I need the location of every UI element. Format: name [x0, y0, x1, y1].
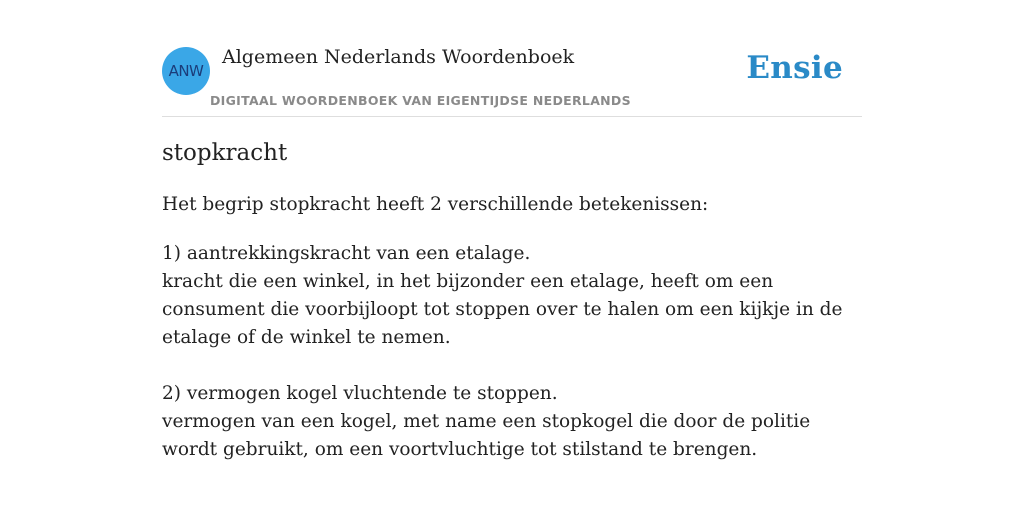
site-header — [162, 0, 862, 117]
logo-text: ANW — [168, 62, 204, 80]
sense-definition: vermogen van een kogel, met name een stopkogel die door de politie wordt gebruikt, om een voortvluchtige tot stilstand te brengen. — [162, 411, 811, 460]
page-content — [162, 0, 862, 460]
sense-heading: 2) vermogen kogel vluchtende te stoppen. — [162, 383, 558, 404]
page-title: stopkracht — [162, 140, 288, 166]
sense-definition: kracht die een winkel, in het bijzonder een etalage, heeft om een consument die voorbijloopt tot stoppen over te halen om een kijkje in de etalage of de winkel te nemen. — [162, 271, 843, 348]
site-subtitle: DIGITAAL WOORDENBOEK VAN EIGENTIJDSE NEDERLANDS — [210, 93, 631, 108]
sense-item — [162, 380, 864, 464]
senses-list — [162, 240, 864, 492]
anw-logo[interactable] — [162, 47, 210, 95]
intro-text: Het begrip stopkracht heeft 2 verschillende betekenissen: — [162, 194, 709, 215]
site-title[interactable]: Algemeen Nederlands Woordenboek — [222, 46, 575, 68]
sense-heading: 1) aantrekkingskracht van een etalage. — [162, 243, 531, 264]
sense-item — [162, 240, 864, 352]
ensie-logo[interactable]: Ensie — [746, 50, 843, 86]
